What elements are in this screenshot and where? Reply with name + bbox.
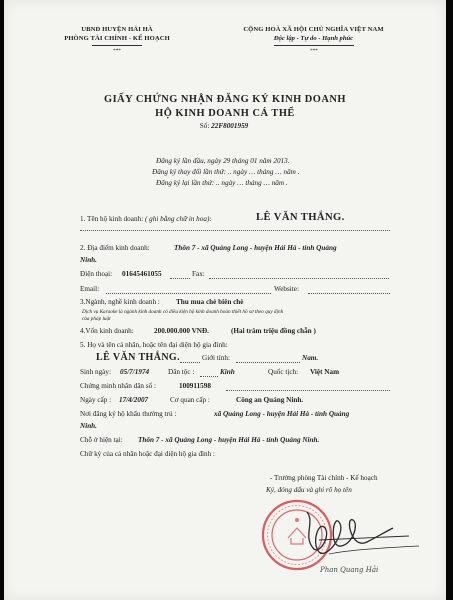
address-label: 2. Địa điểm kinh doanh: xyxy=(80,244,150,252)
document-subtitle: HỘ KINH DOANH CÁ THỂ xyxy=(155,108,295,119)
residence-value-line1: xã Quảng Long - huyện Hải Hà - tỉnh Quảng xyxy=(214,410,350,418)
signature-label: Chữ ký của cá nhân hoặc đại diện hộ gia đình : xyxy=(80,450,216,458)
dob-value: 05/7/1974 xyxy=(120,368,150,376)
id-number-dots xyxy=(226,390,390,391)
business-sector-value: Thu mua chè biên chè xyxy=(176,298,244,306)
handwritten-signature xyxy=(289,502,429,572)
email-label: Email: xyxy=(80,285,100,293)
business-name-label xyxy=(80,215,212,223)
residence-value-line2: Ninh. xyxy=(80,422,97,430)
issuer-value: Công an Quảng Ninh. xyxy=(236,396,304,404)
representative-label: 5. Họ và tên cá nhân, hoặc tên đại diện hộ gia đình: xyxy=(80,341,228,349)
gender-dots xyxy=(236,362,300,363)
right-header-rule xyxy=(274,45,354,46)
capital-in-words: (Hai trăm triệu đồng chẵn ) xyxy=(231,327,316,335)
national-motto: Độc lập - Tự do - Hạnh phúc xyxy=(273,35,354,42)
residence-label: Nơi đăng ký hộ khẩu thường trú : xyxy=(80,410,177,418)
issue-date-label: Ngày cấp : xyxy=(80,396,112,404)
website-label: Website: xyxy=(274,285,299,293)
left-header-rule xyxy=(92,45,142,46)
gender-label: Giới tính: xyxy=(202,354,230,362)
department-name: PHÒNG TÀI CHÍNH - KẾ HOẠCH xyxy=(64,35,170,42)
document-title: GIẤY CHỨNG NHẬN ĐĂNG KÝ KINH DOANH xyxy=(104,94,346,105)
authority-name: UBND HUYỆN HẢI HÀ xyxy=(81,26,153,33)
right-stars: *** xyxy=(310,48,318,54)
website-dots xyxy=(308,293,390,294)
business-sector-note-1: Dịch vụ Karaoke là ngành kinh doanh có điều kiện hộ kinh doanh hoàn thiết hồ sơ theo quy định xyxy=(82,309,284,315)
first-registration-date: Đăng ký lần đầu, ngày 29 tháng 01 năm 2013. xyxy=(156,157,290,165)
re-registration: Đăng ký lại lần thứ: .. ngày … tháng … năm . xyxy=(156,179,288,187)
nationality-value: Việt Nam xyxy=(310,368,340,376)
field1-dots xyxy=(80,230,390,231)
business-sector-label: 3.Ngành, nghề kinh doanh : xyxy=(80,298,160,306)
signoff-title: - Trưởng phòng Tài chính - Kế hoạch xyxy=(270,474,378,482)
address-value-line2: Ninh. xyxy=(80,256,97,264)
representative-dots xyxy=(180,362,200,363)
left-stars: *** xyxy=(113,48,121,54)
email-dots xyxy=(106,293,271,294)
signoff-note: Ký, đóng dấu và ghi rõ họ tên xyxy=(266,486,352,494)
document-page xyxy=(4,0,446,600)
dob-label: Sinh ngày: xyxy=(80,368,111,376)
address-value-line1: Thôn 7 - xã Quảng Long - huyện Hải Hà - tỉnh Quảng xyxy=(174,244,337,252)
ethnicity-dots xyxy=(200,376,218,377)
country-name: CỘNG HOÀ XÃ HỘI CHỦ NGHĨA VIỆT NAM xyxy=(243,26,384,33)
issue-date-value: 17/4/2007 xyxy=(119,396,149,404)
change-registration: Đăng ký thay đổi lần thứ: .. ngày … tháng … năm . xyxy=(152,168,300,176)
current-address-value: Thôn 7 - xã Quảng Long - huyện Hải Hà - tỉnh Quảng Ninh. xyxy=(138,436,320,444)
nationality-label: Quốc tịch: xyxy=(268,368,299,376)
field1-hint: ( ghi bằng chữ in hoa): xyxy=(144,215,212,223)
phone-dots xyxy=(170,278,190,279)
id-number-value: 100911598 xyxy=(179,382,211,390)
signer-name: Phan Quang Hải xyxy=(320,566,379,574)
capital-label: 4.Vốn kinh doanh: xyxy=(80,327,134,335)
field1-label: 1. Tên hộ kinh doanh: xyxy=(80,215,144,223)
id-number-label: Chứng minh nhân dân số : xyxy=(80,382,156,390)
business-sector-note-2: của pháp luật xyxy=(82,316,111,322)
business-name-value: LÊ VĂN THẮNG. xyxy=(256,212,345,223)
phone-label: Điện thoại: xyxy=(80,270,113,278)
phone-value: 01645461055 xyxy=(122,270,162,278)
representative-name: LÊ VĂN THẮNG. xyxy=(96,352,181,363)
current-address-label: Chỗ ở hiện tại: xyxy=(80,436,123,444)
capital-value: 200.000.000 VNĐ. xyxy=(154,327,209,335)
gender-value: Nam. xyxy=(302,354,319,362)
fax-label: Fax: xyxy=(192,270,205,278)
ethnicity-value: Kinh xyxy=(220,368,235,376)
ethnicity-label: Dân tộc : xyxy=(168,368,195,376)
certificate-number-label: Số: xyxy=(199,122,210,130)
issuer-label: Cơ quan cấp : xyxy=(170,396,210,404)
right-edge-bar xyxy=(446,0,453,600)
certificate-number xyxy=(164,122,284,130)
fax-dots xyxy=(209,278,389,279)
certificate-number-value: 22F8001959 xyxy=(211,122,249,130)
